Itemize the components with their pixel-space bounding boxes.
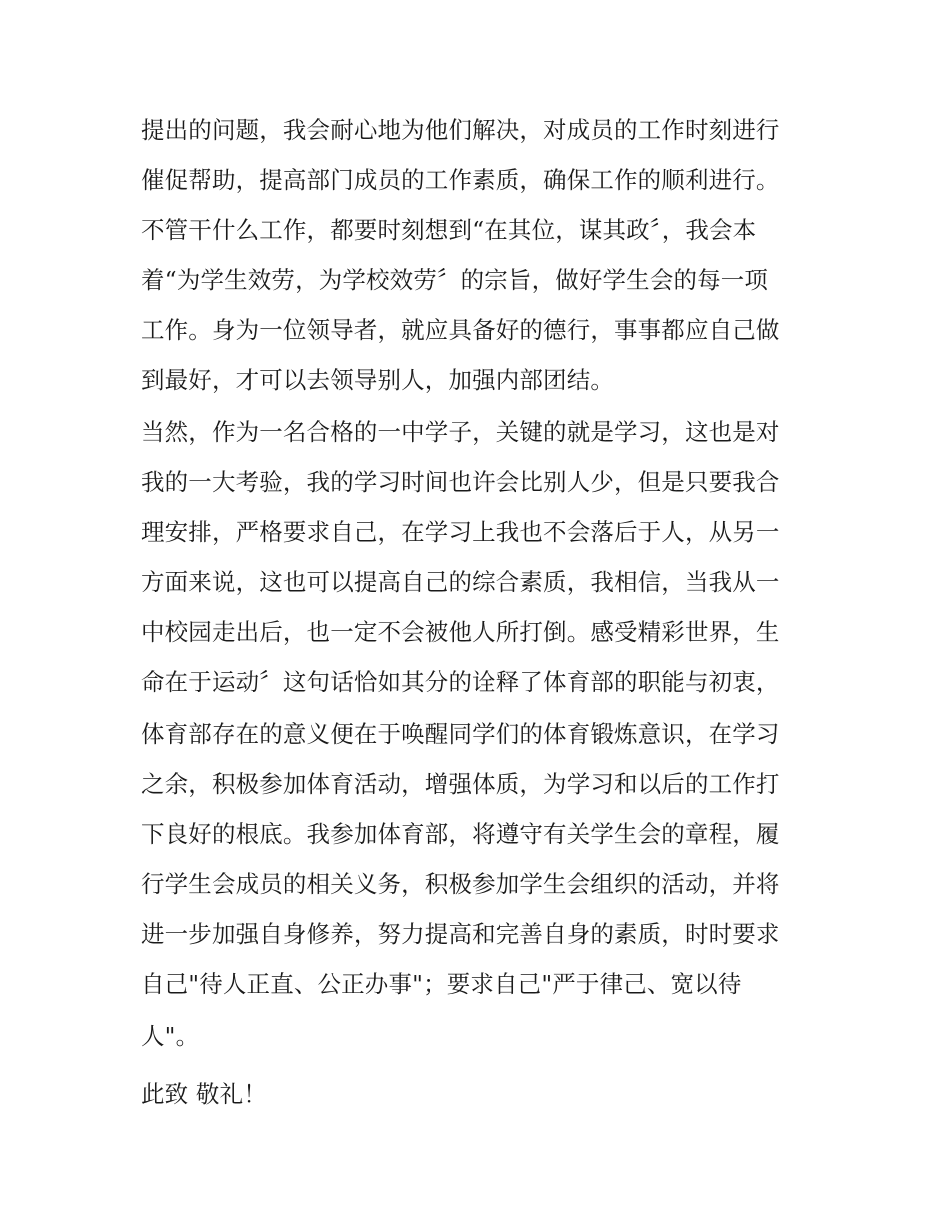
text-line-10: 方面来说，这也可以提高自己的综合素质，我相信，当我从一 [141,568,780,596]
text-line-3: 不管干什么工作，都要时刻想到“在其位，谋其政〞，我会本 [141,216,757,244]
text-line-8: 我的一大考验，我的学习时间也许会比别人少，但是只要我合 [141,468,780,496]
text-line-12: 命在于运动〞这句话恰如其分的诠释了体育部的职能与初衷， [141,668,780,696]
text-line-5: 工作。身为一位领导者，就应具备好的德行，事事都应自己做 [141,316,780,344]
text-line-14: 之余，积极参加体育活动，增强体质，为学习和以后的工作打 [141,770,780,798]
text-line-17: 进一步加强自身修养，努力提高和完善自身的素质，时时要求 [141,920,780,948]
closing-line: 此致 敬礼！ [141,1080,267,1108]
text-line-15: 下良好的根底。我参加体育部，将遵守有关学生会的章程，履 [141,820,780,848]
text-line-2: 催促帮助，提高部门成员的工作素质，确保工作的顺利进行。 [141,166,780,194]
text-line-18: 自己"待人正直、公正办事"；要求自己"严于律己、宽以待 [141,970,742,998]
text-line-19: 人"。 [141,1022,200,1050]
text-line-13: 体育部存在的意义便在于唤醒同学们的体育锻炼意识，在学习 [141,720,780,748]
text-line-7: 当然，作为一名合格的一中学子，关键的就是学习，这也是对 [141,418,780,446]
text-line-4: 着“为学生效劳，为学校效劳〞的宗旨，做好学生会的每一项 [141,266,769,294]
text-line-11: 中校园走出后，也一定不会被他人所打倒。感受精彩世界，生 [141,618,780,646]
text-line-16: 行学生会成员的相关义务，积极参加学生会组织的活动，并将 [141,870,780,898]
text-line-9: 理安排，严格要求自己，在学习上我也不会落后于人，从另一 [141,518,780,546]
text-line-1: 提出的问题，我会耐心地为他们解决，对成员的工作时刻进行 [141,116,780,144]
text-line-6: 到最好，才可以去领导别人，加强内部团结。 [141,366,614,394]
